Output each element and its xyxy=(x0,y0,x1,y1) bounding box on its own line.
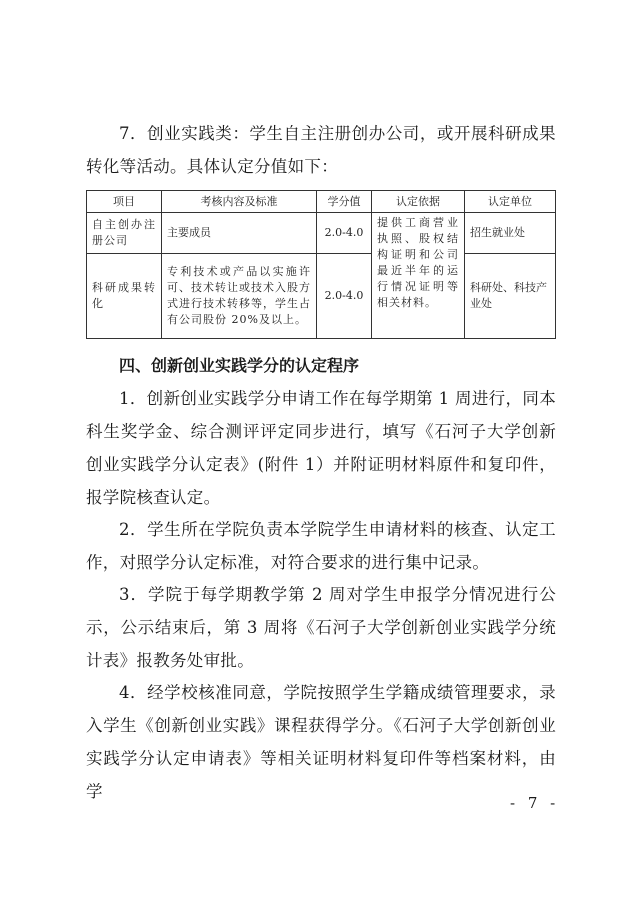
cell-item: 自主创办注册公司 xyxy=(87,213,162,254)
cell-basis: 提供工商营业执照、股权结构证明和公司最近半年的运行情况证明等相关材料。 xyxy=(372,213,465,339)
header-basis: 认定依据 xyxy=(372,191,465,213)
procedure-item-4: 4．经学校核准同意，学院按照学生学籍成绩管理要求，录入学生《创新创业实践》课程获得学分。《石河子大学创新创业实践学分认定申请表》等相关证明材料复印件等档案材料，由学 xyxy=(86,683,556,801)
section-heading-4: 四、创新创业实践学分的认定程序 xyxy=(119,356,360,375)
cell-credits: 2.0-4.0 xyxy=(317,213,372,254)
header-unit: 认定单位 xyxy=(465,191,556,213)
credit-table xyxy=(86,190,556,339)
page-number: - 7 - xyxy=(510,794,560,812)
procedure-item-3: 3．学院于每学期教学第 2 周对学生申报学分情况进行公示，公示结束后，第 3 周将《石河子大学创新创业实践学分统计表》报教务处审批。 xyxy=(86,585,556,670)
header-credits: 学分值 xyxy=(317,191,372,213)
table-row xyxy=(87,213,556,254)
procedure-item-2: 2．学生所在学院负责本学院学生申请材料的核查、认定工作，对照学分认定标准，对符合要求的进行集中记录。 xyxy=(86,520,556,572)
cell-credits: 2.0-4.0 xyxy=(317,254,372,339)
cell-unit: 招生就业处 xyxy=(465,213,556,254)
header-criteria: 考核内容及标准 xyxy=(162,191,317,213)
section-7-paragraph: 7．创业实践类：学生自主注册创办公司，或开展科研成果转化等活动。具体认定分值如下： xyxy=(86,124,556,176)
table-header-row xyxy=(87,191,556,213)
header-item: 项目 xyxy=(87,191,162,213)
cell-criteria: 专利技术或产品以实施许可、技术转让或技术入股方式进行技术转移等，学生占有公司股份 20%及以上。 xyxy=(162,254,317,339)
procedure-item-1: 1．创新创业实践学分申请工作在每学期第 1 周进行，同本科生奖学金、综合测评评定同步进行，填写《石河子大学创新创业实践学分认定表》(附件 1）并附证明材料原件和复印件，报学院核查认定。 xyxy=(86,389,556,507)
cell-item: 科研成果转化 xyxy=(87,254,162,339)
cell-criteria: 主要成员 xyxy=(162,213,317,254)
cell-unit: 科研处、科技产业处 xyxy=(465,254,556,339)
table-row xyxy=(87,254,556,339)
